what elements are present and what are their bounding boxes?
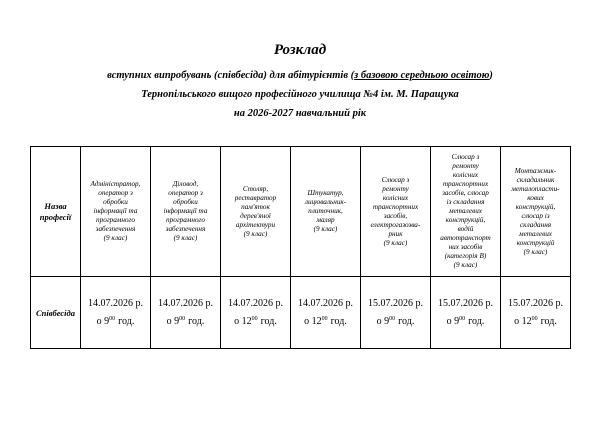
profession-line: металевих <box>519 229 552 238</box>
profession-name-header-line: Назва <box>44 200 67 211</box>
profession-line: металопласти- <box>511 184 560 193</box>
session-time-unit: год. <box>188 315 205 327</box>
profession-line: конструкцій, <box>515 202 556 211</box>
profession-line: Столяр, <box>242 184 269 193</box>
profession-name-header-line: професії <box>39 211 72 222</box>
session-date: 14.07.2026 р. <box>88 297 143 309</box>
profession-line: Слюсар з <box>451 153 480 161</box>
header-row <box>31 147 571 277</box>
profession-line: конструкцій <box>516 238 555 247</box>
session-date: 14.07.2026 р. <box>228 297 283 309</box>
profession-line: Монтажник- <box>514 166 557 175</box>
session-time-unit: год. <box>118 315 135 327</box>
profession-line: оператор з <box>98 189 133 197</box>
session-cell <box>81 277 151 349</box>
session-date: 14.07.2026 р. <box>298 297 353 309</box>
profession-line: колісних <box>452 171 479 179</box>
profession-name-header <box>31 147 81 277</box>
profession-line: рник <box>388 229 403 238</box>
profession-line: (категорія В) <box>444 252 487 260</box>
profession-line: Штукатур, <box>307 189 344 197</box>
session-time-minutes: 00 <box>251 315 258 322</box>
interview-row-label: Співбесіда <box>31 277 81 349</box>
profession-line: Діловод, <box>172 180 199 188</box>
profession-line: складання <box>519 220 552 229</box>
session-cell <box>361 277 431 349</box>
profession-line: водій <box>457 225 474 233</box>
profession-line: (9 клас) <box>453 261 478 269</box>
profession-line: архітектури <box>235 220 276 229</box>
session-time-hour: о 9 <box>376 315 390 327</box>
profession-cell <box>151 147 221 277</box>
profession-line: складальник <box>516 175 555 184</box>
session-time-hour: о 12 <box>514 315 532 327</box>
subtitle-line-3: на 2026-2027 навчальний рік <box>233 108 367 119</box>
profession-line: (9 клас) <box>103 234 128 242</box>
profession-line: програмного <box>96 216 135 224</box>
profession-cell <box>81 147 151 277</box>
subtitle-line-1-underlined: з базовою середньою освітою <box>354 70 490 81</box>
profession-line: забезпечення <box>165 225 206 233</box>
session-time-unit: год. <box>398 315 415 327</box>
session-cell <box>431 277 501 349</box>
profession-line: транспортних <box>442 180 489 188</box>
subtitle-line-1 <box>0 70 600 81</box>
profession-line: ремонту <box>382 184 409 193</box>
session-time-unit: год. <box>260 315 277 327</box>
profession-line: забезпечення <box>95 225 136 233</box>
session-time <box>363 316 428 328</box>
session-time-unit: год. <box>330 315 347 327</box>
session-time <box>433 316 498 328</box>
profession-line: обробки <box>173 198 198 206</box>
profession-line: (9 клас) <box>313 225 338 233</box>
profession-cell <box>431 147 501 277</box>
profession-line: (9 клас) <box>243 229 268 238</box>
session-time-hour: о 12 <box>304 315 322 327</box>
session-cell <box>151 277 221 349</box>
profession-line: програмного <box>166 216 205 224</box>
session-cell <box>221 277 291 349</box>
profession-line: Слюсар з <box>381 175 410 184</box>
profession-line: транспортних <box>372 202 419 211</box>
profession-cell <box>221 147 291 277</box>
session-time-hour: о 12 <box>234 315 252 327</box>
profession-line: (9 клас) <box>383 238 408 247</box>
session-time-minutes: 00 <box>389 315 396 322</box>
interview-row <box>31 277 571 349</box>
session-time <box>153 316 218 328</box>
profession-line: дерев'яної <box>240 211 271 220</box>
profession-line: автотранспорт <box>440 234 491 242</box>
profession-line: металевих <box>449 207 482 215</box>
session-date: 15.07.2026 р. <box>368 297 423 309</box>
session-cell <box>501 277 571 349</box>
session-time-hour: о 9 <box>96 315 110 327</box>
session-time <box>293 316 358 328</box>
profession-line: ремонту <box>452 162 479 170</box>
profession-line: обробки <box>103 198 128 206</box>
session-date: 15.07.2026 р. <box>508 297 563 309</box>
session-time <box>503 316 568 328</box>
profession-line: маляр <box>316 216 335 224</box>
profession-line: кових <box>527 193 544 202</box>
profession-line: інформації та <box>163 207 208 215</box>
session-time-minutes: 00 <box>321 315 328 322</box>
session-time-minutes: 00 <box>459 315 466 322</box>
session-time-unit: год. <box>540 315 557 327</box>
profession-line: них засобів <box>448 243 483 251</box>
profession-line: конструкцій, <box>445 216 486 224</box>
profession-line: із складання <box>446 198 485 206</box>
document-title: Розклад <box>273 42 327 58</box>
profession-cell <box>291 147 361 277</box>
profession-line: засобів, <box>383 211 408 220</box>
profession-line: оператор з <box>168 189 203 197</box>
profession-line: плиточник, <box>308 207 343 215</box>
schedule-table <box>30 146 571 349</box>
session-cell <box>291 277 361 349</box>
subtitle-line-2: Тернопільського вищого професійного училища №4 ім. М. Паращука <box>141 89 459 100</box>
subtitle-line-1-suffix: ) <box>489 70 493 81</box>
session-time-hour: о 9 <box>446 315 460 327</box>
session-time-unit: год. <box>468 315 485 327</box>
profession-line: (9 клас) <box>523 247 548 256</box>
profession-cell <box>501 147 571 277</box>
session-time <box>223 316 288 328</box>
session-time-minutes: 00 <box>179 315 186 322</box>
profession-line: реставратор <box>234 193 277 202</box>
profession-line: колісних <box>382 193 409 202</box>
session-time-minutes: 00 <box>531 315 538 322</box>
session-date: 14.07.2026 р. <box>158 297 213 309</box>
session-time <box>83 316 148 328</box>
subtitle-line-1-prefix: вступних випробувань (співбесіда) для абітурієнтів ( <box>107 70 355 81</box>
profession-line: слюсар із <box>521 211 550 220</box>
profession-line: Адміністратор, <box>90 180 141 188</box>
profession-line: засобів, слюсар <box>442 189 489 197</box>
profession-line: інформації та <box>93 207 138 215</box>
profession-line: (9 клас) <box>173 234 198 242</box>
session-time-hour: о 9 <box>166 315 180 327</box>
profession-line: лицювальник- <box>304 198 347 206</box>
profession-line: електрогазозва- <box>370 220 421 229</box>
profession-cell <box>361 147 431 277</box>
session-date: 15.07.2026 р. <box>438 297 493 309</box>
session-time-minutes: 00 <box>109 315 116 322</box>
profession-line: пам'яток <box>241 202 270 211</box>
